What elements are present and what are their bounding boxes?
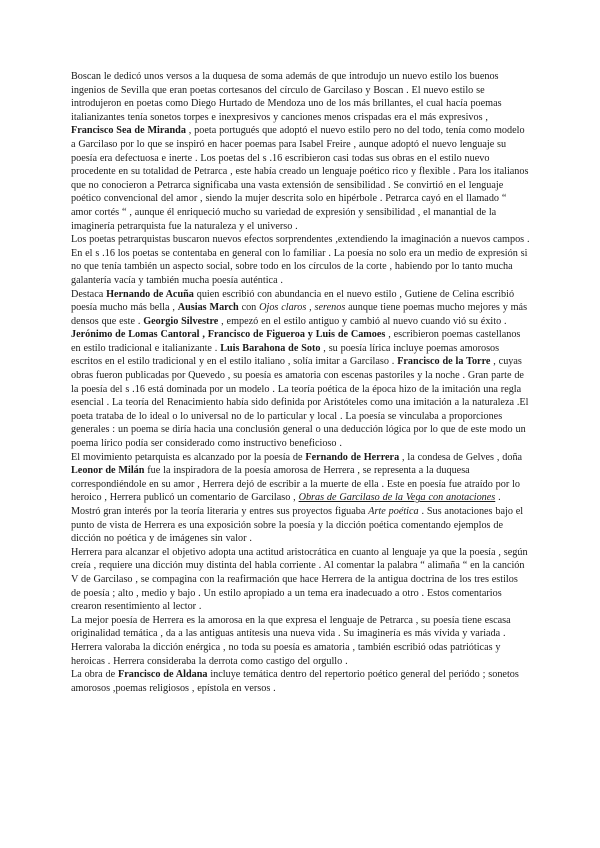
paragraph-text: Destaca	[71, 288, 107, 300]
paragraph-text: , empezó en el estilo antiguo y cambió al nuevo cuando vió su éxito .	[218, 315, 507, 327]
bold-name-text: Ausias March	[177, 302, 239, 314]
paragraph-text: con	[238, 302, 260, 314]
paragraph-text: , poeta portugués que adoptó el nuevo estilo pero no del todo, tenía como modelo a Garcilaso por lo que se inspiró en hacer poemas para Isabel Freire , aunque adoptó el nuevo lenguaje su poesía era defectuosa e inerte . Los poetas del s .16 escribieron casi todas sus obras en el estilo nuevo procedente en su totalidad de Petrarca , este había creado un lenguaje poético rico y flexible . Para los italianos que no conocieron a Petrarca significaba una vasta extensión de sensibilidad . Se convirtió en el lenguaje poético convencional del amor , siendo la mujer descrita solo en hipérbole . Petrarca cayó en el llamado “ amor cortés “ , aunque él enriqueció mucho su variedad de expresión y sensibilidad , el manantial de la imaginería petrarquista fue la naturaleza y el universo .	[71, 125, 529, 232]
bold-name-text: Leonor de Milán	[71, 465, 145, 477]
bold-name-text: Fernando de Herrera	[305, 451, 400, 463]
italic-title-text: Obras de Garcilaso de la Vega con anotaciones	[298, 492, 496, 504]
paragraph-text: Herrera para alcanzar el objetivo adopta una actitud aristocrática en cuanto al lenguaje ya que la poesía , según creía , requiere una dicción muy distinta del habla corriente . Al comentar la palabra “ alimaña “ en la canción V de Garcilaso , se compagina con la reafirmación que hace Herrera de la antigua doctrina de los tres estilos de poesía ; alto , medio y bajo . Un estilo apropiado a un tema era inadecuado a otro . Estos comentarios crearon resentimiento al lector .	[71, 546, 528, 613]
paragraph-text: , cuyas obras fueron publicadas por Quevedo , su poesía es amatoria con escenas pastoriles y la noche . Gran parte de la poesía del s .16 está dominada por un modelo . La teoría poética de la época hizo de la imitación una regla esencial . La teoría del Renacimiento había sido definida por Aristóteles como una imitación a la naturaleza .El poeta trataba de lo ideal o lo universal no de lo particular y local . La poesía se vinculaba a proporciones generales : un poema se diría hacia una conclusión general o una deducción lógica por lo que de este modo un poema lírico podía ser considerado como instructivo beneficioso .	[71, 356, 529, 450]
paragraph	[71, 668, 530, 695]
paragraph-text: aunque tiene poemas mucho mejores y más densos que este .	[71, 302, 528, 327]
paragraph	[71, 233, 530, 287]
bold-name-text: Luis Barahona de Soto	[220, 342, 321, 354]
paragraph-text: El movimiento petarquista es alcanzado por la poesía de	[71, 451, 306, 463]
paragraph-text: quien escribió con abundancia en el nuevo estilo , Gutiene de Celina escribió poesía mucho más bella ,	[71, 288, 515, 314]
paragraph	[71, 451, 530, 546]
paragraph-text: La mejor poesía de Herrera es la amorosa en la que expresa el lenguaje de Petrarca , su poesía tiene escasa originalidad temática , da a las antiguas antítesis una nueva vida . Su imaginería es más vívida y variada . Herrera valoraba la dicción enérgica , no toda su poesía es amatoria , también escribió odas patrióticas y heroicas . Herrera consideraba la derrota como castigo del orgullo .	[71, 614, 511, 667]
bold-name-text: Hernando de Acuña	[106, 288, 194, 300]
paragraph	[71, 614, 530, 668]
italic-title-text: Arte poética	[368, 506, 419, 517]
paragraph-text: , escribieron poemas castellanos en estilo tradicional e italianizante .	[71, 329, 521, 354]
paragraph-text: fue la inspiradora de la poesía amorosa de Herrera , se representa a la duquesa correspondiéndole en su amor , Herrera dejó de escribir a la muerte de ella . Este en poesía fue atraído por lo heroico , Herrera publicó un comentario de Garcilaso ,	[71, 465, 520, 504]
bold-name-text: Francisco de Aldana	[118, 669, 208, 681]
bold-name-text: Jerónimo de Lomas Cantoral , Francisco de Figueroa y Luis de Camoes	[71, 329, 386, 341]
paragraph-text: Boscan le dedicó unos versos a la duquesa de soma además de que introdujo un nuevo estilo los buenos ingenios de Sevilla que eran poetas cortesanos del círculo de Garcilaso y Boscan . El nuevo estilo se introdujeron en poetas como Diego Hurtado de Mendoza uno de los más brillantes, el cual hacía poemas italianizantes tenía sonetos torpes e inexpresivos y canciones menos crispadas era el más expresivos ,	[71, 71, 502, 123]
paragraph-text: Los poetas petrarquistas buscaron nuevos efectos sorprendentes ,extendiendo la imaginación a nuevos campos . En el s .16 los poetas se contentaba en general con lo familiar . La poesía no solo era un medio de expresión si no que tenía también un aspecto social, sobre todo en los círculos de la corte , habiendo por lo tanto mucha galantería vacía y también mucha poesía auténtica .	[71, 234, 530, 286]
paragraph	[71, 546, 530, 614]
paragraph-text: incluye temática dentro del repertorio poético general del periódo ; sonetos amorosos ,poemas religiosos , epístola en versos .	[71, 669, 519, 694]
bold-name-text: Georgio Silvestre	[143, 315, 219, 327]
document-body	[71, 70, 530, 695]
paragraph	[71, 70, 530, 233]
paragraph-text: , su poesía lírica incluye poemas amorosos escritos en el estilo tradicional y en el estilo italiano , solía imitar a Garcilaso .	[71, 342, 500, 368]
paragraph-text: , la condesa de Gelves , doña	[399, 451, 523, 463]
bold-name-text: Francisco Sea de Miranda	[71, 125, 186, 137]
paragraph	[71, 288, 530, 451]
paragraph-text: La obra de	[71, 669, 119, 681]
bold-name-text: Francisco de la Torre	[397, 356, 491, 368]
paragraph-text: . Mostró gran interés por la teoría literaria y entres sus proyectos figuaba	[71, 492, 501, 517]
italic-title-text: Ojos claros , serenos	[259, 302, 346, 314]
paragraph-text: . Sus anotaciones bajo el punto de vista de Herrera es una exposición sobre la poesía y la dicción poética comentando ejemplos de dicción no poética y de imágenes sin valor .	[71, 506, 524, 545]
